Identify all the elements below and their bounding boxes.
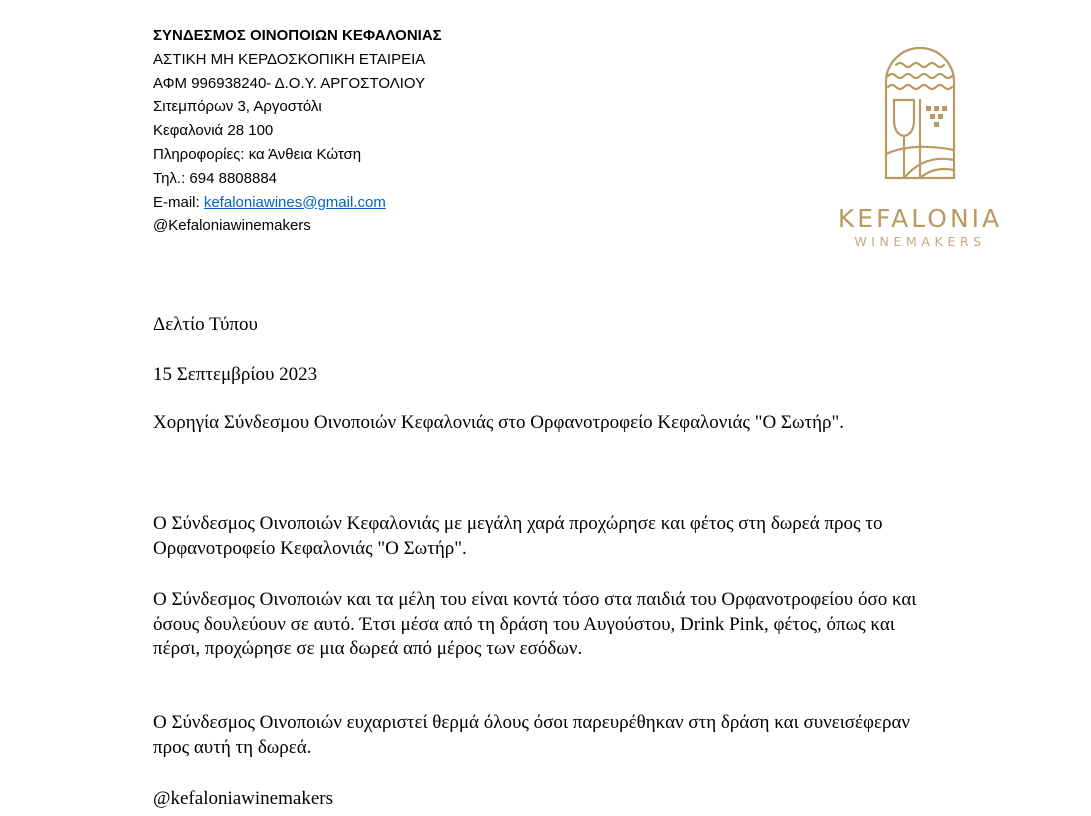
city-postcode: Κεφαλονιά 28 100: [153, 122, 274, 140]
logo-brand-secondary: WINEMAKERS: [854, 234, 986, 249]
phone: Τηλ.: 694 8808884: [153, 169, 277, 187]
org-name: ΣΥΝΔΕΣΜΟΣ ΟΙΝΟΠΟΙΩΝ ΚΕΦΑΛΟΝΙΑΣ: [153, 27, 442, 44]
body-paragraph: Ο Σύνδεσμος Οινοποιών Κεφαλονιάς με μεγάλη χαρά προχώρησε και φέτος στη δωρεά προς το Ορφανοτροφείο Κεφαλονιάς "Ο Σωτήρ".: [153, 513, 883, 559]
document-subject: Χορηγία Σύνδεσμου Οινοποιών Κεφαλονιάς στο Ορφανοτροφείο Κεφαλονιάς "Ο Σωτήρ".: [153, 412, 845, 433]
document-type: Δελτίο Τύπου: [153, 314, 258, 335]
info-contact: Πληροφορίες: κα Άνθεια Κώτση: [153, 145, 362, 163]
email-row: [153, 191, 442, 215]
body-paragraph: Ο Σύνδεσμος Οινοποιών και τα μέλη του είναι κοντά τόσο στα παιδιά του Ορφανοτροφείου όσο και όσους δουλεύουν σε αυτό. Έτσι μέσα από τη δράση του Αυγούστου, Drink Pink, φέτος, όπως και πέρσι, προχώρησε σε μια δωρεά από μέρος των εσόδων.: [153, 589, 917, 659]
signoff-handle: @kefaloniawinemakers: [153, 788, 333, 809]
email-link[interactable]: kefaloniawines@gmail.com: [203, 193, 386, 211]
logo-brand-primary: KEFALONIA: [837, 204, 1003, 233]
social-handle: @Kefaloniawinemakers: [153, 217, 311, 235]
tax-id: ΑΦΜ 996938240- Δ.Ο.Υ. ΑΡΓΟΣΤΟΛΙΟΥ: [153, 74, 426, 92]
street-address: Σιτεμπόρων 3, Αργοστόλι: [153, 98, 322, 116]
wine-glass-logo-icon: [884, 46, 956, 180]
body-paragraph: Ο Σύνδεσμος Οινοποιών ευχαριστεί θερμά όλους όσοι παρευρέθηκαν στη δράση και συνεισέφεραν προς αυτή τη δωρεά.: [153, 712, 910, 758]
org-type: ΑΣΤΙΚΗ ΜΗ ΚΕΡΔΟΣΚΟΠΙΚΗ ΕΤΑΙΡΕΙΑ: [153, 50, 426, 68]
sender-letterhead: [153, 24, 442, 238]
document-date: 15 Σεπτεμβρίου 2023: [153, 364, 318, 385]
kefalonia-winemakers-logo: [830, 46, 1010, 256]
email-label: E-mail:: [153, 193, 204, 211]
